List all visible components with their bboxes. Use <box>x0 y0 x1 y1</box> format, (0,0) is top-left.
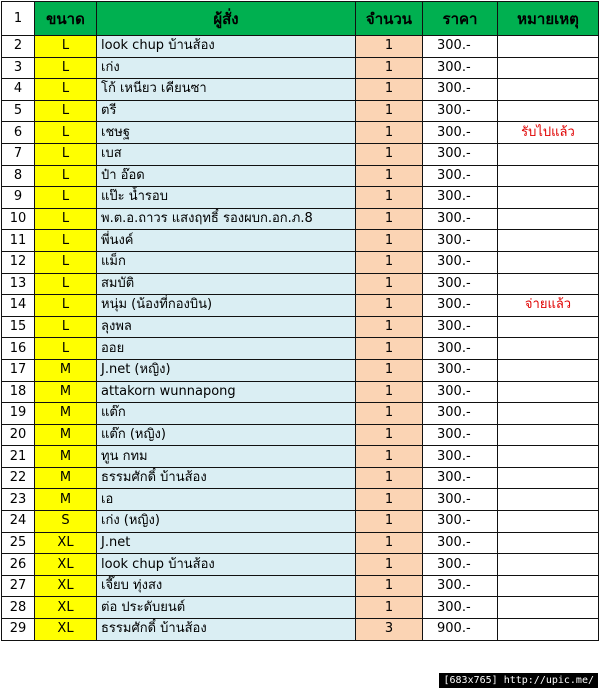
buyer-name-cell[interactable]: เก่ง (หญิง) <box>97 511 356 533</box>
quantity-cell[interactable]: 1 <box>356 230 423 252</box>
table-row <box>2 403 599 425</box>
buyer-name-cell[interactable]: ป๋า อ๊อด <box>97 165 356 187</box>
size-cell[interactable]: L <box>35 143 97 165</box>
note-cell[interactable] <box>498 143 599 165</box>
table-row <box>2 36 599 58</box>
price-cell[interactable]: 300.- <box>423 489 498 511</box>
note-cell[interactable] <box>498 230 599 252</box>
size-cell[interactable]: XL <box>35 619 97 641</box>
table-row <box>2 187 599 209</box>
size-cell[interactable]: L <box>35 187 97 209</box>
price-cell[interactable]: 300.- <box>423 273 498 295</box>
row-number-cell[interactable]: 28 <box>2 597 35 619</box>
row-number-cell[interactable]: 16 <box>2 338 35 360</box>
price-cell[interactable]: 300.- <box>423 467 498 489</box>
row-number-cell[interactable]: 29 <box>2 619 35 641</box>
row-number-cell[interactable]: 3 <box>2 57 35 79</box>
row-number-cell[interactable]: 19 <box>2 403 35 425</box>
buyer-name-cell[interactable]: สมบัติ <box>97 273 356 295</box>
row-number-cell[interactable]: 24 <box>2 511 35 533</box>
row-number-cell[interactable]: 2 <box>2 36 35 58</box>
price-cell[interactable]: 900.- <box>423 619 498 641</box>
quantity-cell[interactable]: 1 <box>356 208 423 230</box>
row-number-cell[interactable]: 14 <box>2 295 35 317</box>
quantity-cell[interactable]: 1 <box>356 338 423 360</box>
price-cell[interactable]: 300.- <box>423 381 498 403</box>
note-cell[interactable] <box>498 575 599 597</box>
table-row <box>2 295 599 317</box>
quantity-cell[interactable]: 1 <box>356 424 423 446</box>
buyer-name-cell[interactable]: เอ <box>97 489 356 511</box>
buyer-name-cell[interactable]: ลุงพล <box>97 316 356 338</box>
quantity-cell[interactable]: 1 <box>356 489 423 511</box>
quantity-cell[interactable]: 1 <box>356 446 423 468</box>
price-cell[interactable]: 300.- <box>423 446 498 468</box>
buyer-name-cell[interactable]: attakorn wunnapong <box>97 381 356 403</box>
table-row <box>2 424 599 446</box>
quantity-cell[interactable]: 1 <box>356 57 423 79</box>
header-row <box>2 2 599 36</box>
note-cell[interactable] <box>498 79 599 101</box>
quantity-cell[interactable]: 1 <box>356 36 423 58</box>
size-cell[interactable]: S <box>35 511 97 533</box>
row-number-cell[interactable]: 4 <box>2 79 35 101</box>
price-cell[interactable]: 300.- <box>423 554 498 576</box>
table-row <box>2 467 599 489</box>
note-cell[interactable] <box>498 273 599 295</box>
row-number-cell[interactable]: 18 <box>2 381 35 403</box>
note-cell[interactable]: จ่ายแล้ว <box>498 295 599 317</box>
note-column-header[interactable]: หมายเหตุ <box>498 2 599 36</box>
size-cell[interactable]: M <box>35 381 97 403</box>
quantity-cell[interactable]: 1 <box>356 122 423 144</box>
buyer-column-header[interactable]: ผู้สั่ง <box>97 2 356 36</box>
price-cell[interactable]: 300.- <box>423 597 498 619</box>
price-cell[interactable]: 300.- <box>423 122 498 144</box>
buyer-name-cell[interactable]: ออย <box>97 338 356 360</box>
row-number-cell[interactable]: 12 <box>2 251 35 273</box>
buyer-name-cell[interactable]: พ.ต.อ.ถาวร แสงฤทธิ์ รองผบก.อก.ภ.8 <box>97 208 356 230</box>
quantity-cell[interactable]: 1 <box>356 575 423 597</box>
quantity-cell[interactable]: 1 <box>356 359 423 381</box>
table-row <box>2 532 599 554</box>
row-number-cell[interactable]: 17 <box>2 359 35 381</box>
table-row <box>2 489 599 511</box>
image-host-watermark: [683x765] http://upic.me/ <box>439 673 598 688</box>
buyer-name-cell[interactable]: ต่อ ประดับยนต์ <box>97 597 356 619</box>
size-cell[interactable]: M <box>35 403 97 425</box>
table-row <box>2 511 599 533</box>
note-cell[interactable] <box>498 532 599 554</box>
price-cell[interactable]: 300.- <box>423 359 498 381</box>
note-cell[interactable] <box>498 165 599 187</box>
size-cell[interactable]: L <box>35 122 97 144</box>
note-cell[interactable]: รับไปแล้ว <box>498 122 599 144</box>
note-cell[interactable] <box>498 446 599 468</box>
price-cell[interactable]: 300.- <box>423 208 498 230</box>
note-cell[interactable] <box>498 338 599 360</box>
buyer-name-cell[interactable]: look chup บ้านส้อง <box>97 554 356 576</box>
row-number-cell[interactable]: 15 <box>2 316 35 338</box>
note-cell[interactable] <box>498 619 599 641</box>
table-row <box>2 230 599 252</box>
size-cell[interactable]: L <box>35 79 97 101</box>
size-cell[interactable]: L <box>35 100 97 122</box>
table-row <box>2 208 599 230</box>
size-cell[interactable]: XL <box>35 575 97 597</box>
size-cell[interactable]: M <box>35 467 97 489</box>
quantity-cell[interactable]: 1 <box>356 165 423 187</box>
table-row <box>2 79 599 101</box>
buyer-name-cell[interactable]: แต๊ก <box>97 403 356 425</box>
price-cell[interactable]: 300.- <box>423 316 498 338</box>
price-cell[interactable]: 300.- <box>423 251 498 273</box>
buyer-name-cell[interactable]: look chup บ้านส้อง <box>97 36 356 58</box>
size-cell[interactable]: L <box>35 338 97 360</box>
price-cell[interactable]: 300.- <box>423 230 498 252</box>
table-row <box>2 122 599 144</box>
quantity-cell[interactable]: 1 <box>356 511 423 533</box>
note-cell[interactable] <box>498 359 599 381</box>
price-cell[interactable]: 300.- <box>423 187 498 209</box>
price-cell[interactable]: 300.- <box>423 143 498 165</box>
note-cell[interactable] <box>498 597 599 619</box>
size-cell[interactable]: L <box>35 57 97 79</box>
buyer-name-cell[interactable]: แม็ก <box>97 251 356 273</box>
size-cell[interactable]: L <box>35 208 97 230</box>
price-cell[interactable]: 300.- <box>423 511 498 533</box>
row-number-cell[interactable]: 27 <box>2 575 35 597</box>
note-cell[interactable] <box>498 251 599 273</box>
table-row <box>2 251 599 273</box>
quantity-cell[interactable]: 1 <box>356 100 423 122</box>
row-number-cell[interactable]: 25 <box>2 532 35 554</box>
price-cell[interactable]: 300.- <box>423 79 498 101</box>
quantity-cell[interactable]: 1 <box>356 143 423 165</box>
order-spreadsheet <box>1 1 599 641</box>
quantity-cell[interactable]: 1 <box>356 79 423 101</box>
row-number-cell[interactable]: 21 <box>2 446 35 468</box>
row-number-cell[interactable]: 7 <box>2 143 35 165</box>
table-row <box>2 381 599 403</box>
note-cell[interactable] <box>498 100 599 122</box>
note-cell[interactable] <box>498 467 599 489</box>
price-cell[interactable]: 300.- <box>423 424 498 446</box>
table-row <box>2 316 599 338</box>
buyer-name-cell[interactable]: เบส <box>97 143 356 165</box>
size-cell[interactable]: L <box>35 316 97 338</box>
table-row <box>2 100 599 122</box>
quantity-cell[interactable]: 1 <box>356 381 423 403</box>
note-cell[interactable] <box>498 554 599 576</box>
note-cell[interactable] <box>498 511 599 533</box>
size-cell[interactable]: M <box>35 489 97 511</box>
size-cell[interactable]: L <box>35 251 97 273</box>
row-number-cell[interactable]: 26 <box>2 554 35 576</box>
quantity-cell[interactable]: 1 <box>356 273 423 295</box>
quantity-cell[interactable]: 1 <box>356 187 423 209</box>
quantity-column-header[interactable]: จำนวน <box>356 2 423 36</box>
note-cell[interactable] <box>498 208 599 230</box>
buyer-name-cell[interactable]: เชษฐ <box>97 122 356 144</box>
note-cell[interactable] <box>498 381 599 403</box>
note-cell[interactable] <box>498 489 599 511</box>
price-cell[interactable]: 300.- <box>423 165 498 187</box>
quantity-cell[interactable]: 1 <box>356 403 423 425</box>
table-row <box>2 143 599 165</box>
price-cell[interactable]: 300.- <box>423 100 498 122</box>
note-cell[interactable] <box>498 316 599 338</box>
row-number-cell[interactable]: 13 <box>2 273 35 295</box>
row-number-cell[interactable]: 22 <box>2 467 35 489</box>
size-cell[interactable]: M <box>35 446 97 468</box>
table-row <box>2 597 599 619</box>
size-cell[interactable]: L <box>35 295 97 317</box>
note-cell[interactable] <box>498 187 599 209</box>
price-cell[interactable]: 300.- <box>423 295 498 317</box>
buyer-name-cell[interactable]: ทูน กทม <box>97 446 356 468</box>
note-cell[interactable] <box>498 403 599 425</box>
table-row <box>2 446 599 468</box>
price-column-header[interactable]: ราคา <box>423 2 498 36</box>
table-row <box>2 575 599 597</box>
row-number-cell[interactable]: 10 <box>2 208 35 230</box>
size-column-header[interactable]: ขนาด <box>35 2 97 36</box>
row-number-cell[interactable]: 8 <box>2 165 35 187</box>
size-cell[interactable]: L <box>35 273 97 295</box>
table-row <box>2 165 599 187</box>
size-cell[interactable]: XL <box>35 597 97 619</box>
row-number-cell[interactable]: 6 <box>2 122 35 144</box>
price-cell[interactable]: 300.- <box>423 532 498 554</box>
buyer-name-cell[interactable]: หนุ่ม (น้องที่กองบิน) <box>97 295 356 317</box>
table-row <box>2 338 599 360</box>
quantity-cell[interactable]: 1 <box>356 295 423 317</box>
row-number-cell[interactable]: 23 <box>2 489 35 511</box>
price-cell[interactable]: 300.- <box>423 338 498 360</box>
price-cell[interactable]: 300.- <box>423 575 498 597</box>
buyer-name-cell[interactable]: เก่ง <box>97 57 356 79</box>
table-row <box>2 57 599 79</box>
size-cell[interactable]: L <box>35 165 97 187</box>
size-cell[interactable]: XL <box>35 554 97 576</box>
buyer-name-cell[interactable]: แป๊ะ น้ำรอบ <box>97 187 356 209</box>
buyer-name-cell[interactable]: ธรรมศักดิ์ บ้านส้อง <box>97 467 356 489</box>
row-number-header[interactable]: 1 <box>2 2 35 36</box>
buyer-name-cell[interactable]: โก้ เหนียว เคียนซา <box>97 79 356 101</box>
buyer-name-cell[interactable]: แต๊ก (หญิง) <box>97 424 356 446</box>
quantity-cell[interactable]: 1 <box>356 251 423 273</box>
quantity-cell[interactable]: 1 <box>356 467 423 489</box>
price-cell[interactable]: 300.- <box>423 403 498 425</box>
note-cell[interactable] <box>498 57 599 79</box>
table-row <box>2 554 599 576</box>
buyer-name-cell[interactable]: พี่นงค์ <box>97 230 356 252</box>
table-row <box>2 619 599 641</box>
size-cell[interactable]: L <box>35 230 97 252</box>
buyer-name-cell[interactable]: ธรรมศักดิ์ บ้านส้อง <box>97 619 356 641</box>
size-cell[interactable]: XL <box>35 532 97 554</box>
buyer-name-cell[interactable]: J.net (หญิง) <box>97 359 356 381</box>
buyer-name-cell[interactable]: เจี๊ยบ ทุ่งสง <box>97 575 356 597</box>
quantity-cell[interactable]: 1 <box>356 597 423 619</box>
table-row <box>2 273 599 295</box>
row-number-cell[interactable]: 11 <box>2 230 35 252</box>
row-number-cell[interactable]: 9 <box>2 187 35 209</box>
row-number-cell[interactable]: 20 <box>2 424 35 446</box>
quantity-cell[interactable]: 1 <box>356 316 423 338</box>
row-number-cell[interactable]: 5 <box>2 100 35 122</box>
price-cell[interactable]: 300.- <box>423 57 498 79</box>
buyer-name-cell[interactable]: ตรี <box>97 100 356 122</box>
size-cell[interactable]: M <box>35 424 97 446</box>
note-cell[interactable] <box>498 424 599 446</box>
buyer-name-cell[interactable]: J.net <box>97 532 356 554</box>
price-cell[interactable]: 300.- <box>423 36 498 58</box>
table-row <box>2 359 599 381</box>
size-cell[interactable]: M <box>35 359 97 381</box>
quantity-cell[interactable]: 1 <box>356 554 423 576</box>
quantity-cell[interactable]: 1 <box>356 532 423 554</box>
size-cell[interactable]: L <box>35 36 97 58</box>
quantity-cell[interactable]: 3 <box>356 619 423 641</box>
note-cell[interactable] <box>498 36 599 58</box>
